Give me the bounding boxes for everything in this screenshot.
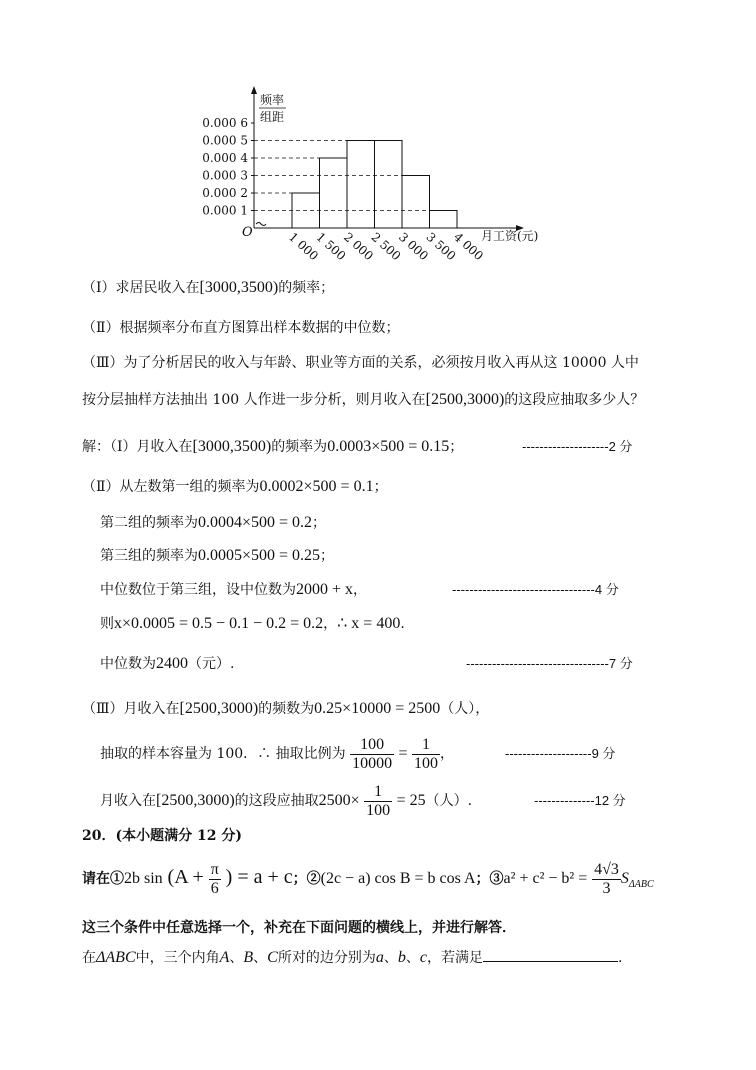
solution-1: 解：（Ⅰ）月收入在[3000,3500)的频率为0.0003×500 = 0.15； <box>82 438 464 455</box>
y-tick-label: 0.000 3 <box>202 168 248 183</box>
y-axis-arrow <box>251 86 257 94</box>
x-tick-label: 3 500 <box>423 229 459 264</box>
score-marker-9: --------------------9 分 <box>505 746 616 761</box>
fraction-1-100-b: $\frac{1}{100}$ <box>366 782 391 819</box>
solution-4: 第三组的频率为0.0005×500 = 0.25； <box>100 547 335 564</box>
fraction-1-100: $\frac{1}{100}$ <box>414 735 439 772</box>
score-marker-4: ---------------------------------4 分 <box>452 582 619 597</box>
question-3a: （Ⅲ）为了分析居民的收入与年龄、职业等方面的关系，必须按月收入再从这 10000 人中 <box>82 355 639 371</box>
histogram-chart <box>0 80 756 350</box>
problem-20-title: 20．(本小题满分 12 分) <box>82 828 242 844</box>
solution-9: 抽取的样本容量为 100．∴ 抽取比例为 $\frac{100}{10000}$ = $\frac{1}{100}$ ， <box>100 735 455 772</box>
x-tick-label: 1 000 <box>285 229 321 264</box>
x-tick-label: 4 000 <box>450 229 486 264</box>
axis-break <box>256 223 266 226</box>
x-tick-label: 3 000 <box>395 229 431 264</box>
score-marker-2: --------------------2 分 <box>522 439 633 454</box>
problem-20-statement: 在ΔABC中，三个内角A、B、C所对的边分别为a、b、c，若满足 . <box>82 949 623 966</box>
solution-3: 第二组的频率为0.0004×500 = 0.2； <box>100 514 327 531</box>
x-tick-label: 2 500 <box>368 229 404 264</box>
question-1: （Ⅰ）求居民收入在[3000,3500)的频率； <box>82 279 335 296</box>
y-tick-label: 0.000 6 <box>202 116 248 130</box>
y-axis-label-numerator: 频率 <box>260 93 285 107</box>
y-tick-label: 0.000 1 <box>202 203 248 218</box>
histogram-bar <box>430 211 458 229</box>
score-marker-12: --------------12 分 <box>534 793 626 808</box>
solution-2: （Ⅱ）从左数第一组的频率为0.0002×500 = 0.1； <box>82 478 388 495</box>
histogram-bar <box>320 158 348 228</box>
x-tick-label: 1 500 <box>313 229 349 264</box>
origin-label: O <box>242 225 253 240</box>
score-marker-7: ---------------------------------7 分 <box>466 656 633 671</box>
solution-8: （Ⅲ）月收入在[2500,3000)的频数为0.25×10000 = 2500（人）， <box>82 700 490 717</box>
histogram-bar <box>402 176 430 229</box>
answer-blank[interactable] <box>483 947 618 962</box>
histogram-bar <box>347 141 375 229</box>
solution-7: 中位数为2400（元）. <box>100 655 235 672</box>
y-tick-label: 0.000 2 <box>202 186 248 200</box>
problem-20-conditions: 请在①2b sin (A + $\frac{\pi}{6}$ ) = a + c；②(2c − a) cos B = b cos A；③a² + c² − b² = $\frac{4√3}{3}$ $S_{\Delta ABC}$ <box>82 860 654 897</box>
y-axis-label-denominator: 组距 <box>260 110 285 124</box>
fraction-pi-6: $\frac{\pi}{6}$ <box>210 860 219 897</box>
fraction-100-10000: $\frac{100}{10000}$ <box>352 735 393 772</box>
problem-20-instruction: 这三个条件中任意选择一个，补充在下面问题的横线上，并进行解答． <box>82 920 516 936</box>
y-tick-label: 0.000 5 <box>202 133 248 148</box>
y-tick-label: 0.000 4 <box>202 151 248 165</box>
question-3b: 按分层抽样方法抽出 100 人作进一步分析，则月收入在[2500,3000)的这段应抽取多少人？ <box>82 391 645 408</box>
x-tick-label: 2 000 <box>340 229 376 264</box>
solution-5: 中位数位于第三组，设中位数为2000 + x， <box>100 581 368 598</box>
histogram-bar <box>375 141 403 229</box>
question-2: （Ⅱ）根据频率分布直方图算出样本数据的中位数； <box>82 320 400 336</box>
fraction-4sqrt3-3: $\frac{4√3}{3}$ <box>594 860 619 897</box>
x-axis-label: 月工资(元) <box>481 229 539 243</box>
solution-6: 则x×0.0005 = 0.5 − 0.1 − 0.2 = 0.2，∴ x = 400. <box>100 615 405 632</box>
solution-10: 月收入在[2500,3000)的这段应抽取2500× $\frac{1}{100}$ = 25（人）. <box>100 782 473 819</box>
